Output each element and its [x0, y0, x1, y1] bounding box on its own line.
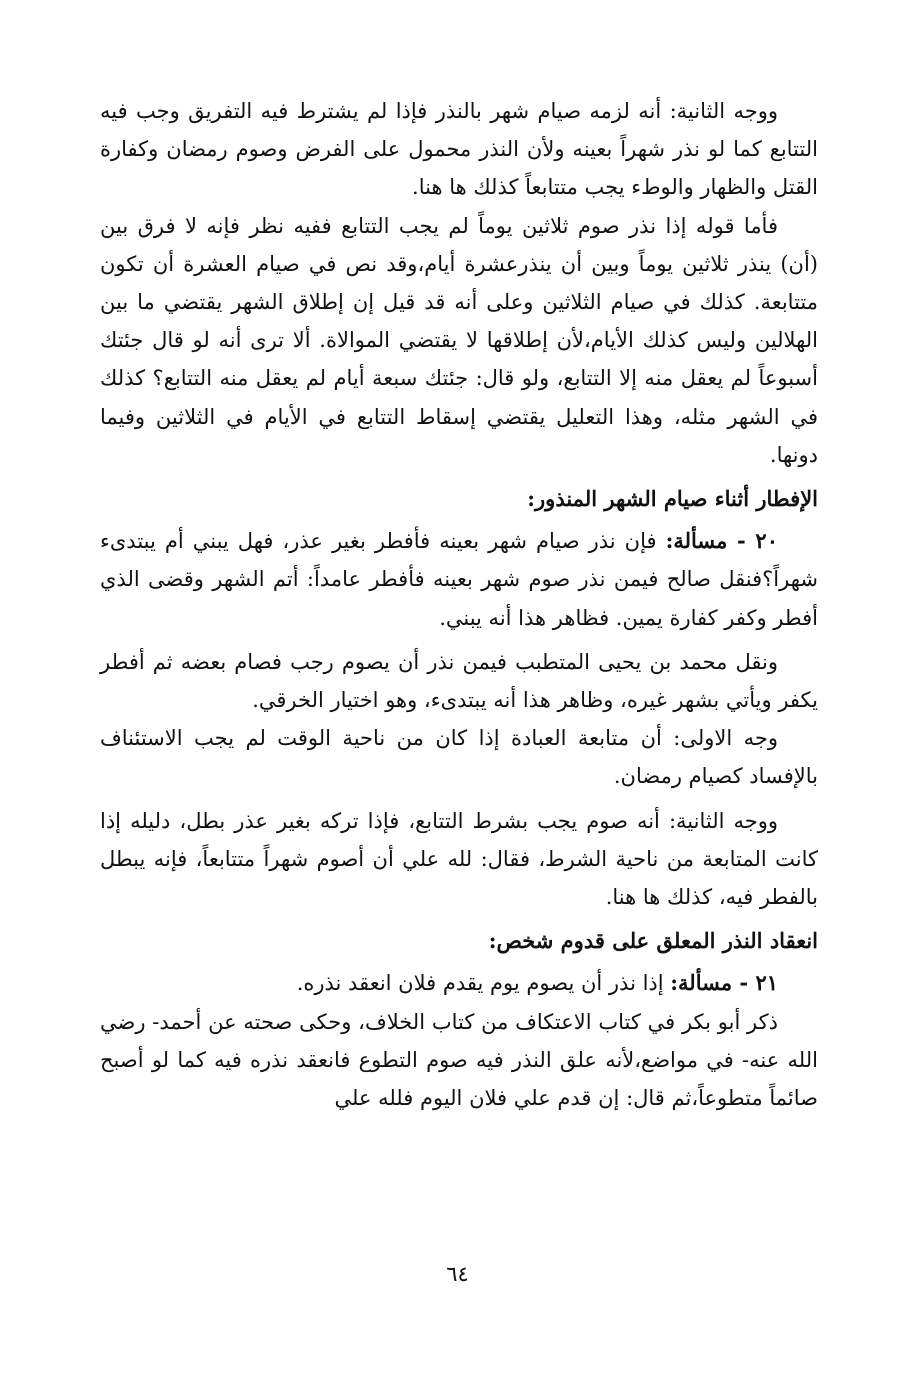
paragraph-4: ونقل محمد بن يحيى المتطبب فيمن نذر أن يصوم رجب فصام بعضه ثم أفطر يكفر ويأتي بشهر غيره، وظاهر هذا أنه يبتدىء، وهو اختيار الخرقي. — [100, 649, 818, 713]
section-heading-fasting-break: الإفطار أثناء صيام الشهر المنذور: — [527, 486, 818, 512]
paragraph-1: ووجه الثانية: أنه لزمه صيام شهر بالنذر فإذا لم يشترط فيه التفريق وجب فيه التتابع كما لو نذر شهراً بعينه ولأن النذر محمول على الفرض وصوم رمضان وكفارة القتل والظهار والوطء يجب متتابعاً كذلك ها هنا. — [100, 99, 818, 200]
masala-number-21: ٢١ - مسألة: — [670, 970, 778, 996]
paragraph-8: ذكر أبو بكر في كتاب الاعتكاف من كتاب الخلاف، وحكى صحته عن أحمد- رضي الله عنه- في مواضع،لأنه علق النذر فيه صوم التطوع فانعقد نذره فيه كما لو أصبح صائماً متطوعاً،ثم قال: إن قدم علي فلان اليوم فلله علي — [100, 1009, 818, 1111]
paragraph-3-masala-20 — [100, 522, 818, 637]
paragraph-3-text: فإن نذر صيام شهر بعينه فأفطر بغير عذر، فهل يبني أم يبتدىء شهراً؟فنقل صالح فيمن نذر صوم شهر بعينه فأفطر عامداً: أتم الشهر وقضى الذي أفطر وكفر كفارة يمين. فظاهر هذا أنه يبني. — [100, 529, 818, 630]
masala-number-20: ٢٠ - مسألة: — [665, 528, 778, 554]
paragraph-7-masala-21 — [100, 964, 818, 1002]
paragraph-6: ووجه الثانية: أنه صوم يجب بشرط التتابع، فإذا تركه بغير عذر بطل، دليله إذا كانت المتابعة من ناحية الشرط، فقال: لله علي أن أصوم شهراً متتابعاً، فإنه يبطل بالفطر فيه، كذلك ها هنا. — [100, 808, 818, 910]
paragraph-7-text: إذا نذر أن يصوم يوم يقدم فلان انعقد نذره. — [296, 971, 664, 996]
page-number: ٦٤ — [446, 1262, 469, 1286]
page-body — [100, 92, 818, 1117]
section-heading-conditional-vow: انعقاد النذر المعلق على قدوم شخص: — [488, 928, 818, 954]
paragraph-2: فأما قوله إذا نذر صوم ثلاثين يوماً لم يجب التتابع ففيه نظر فإنه لا فرق بين (أن) ينذر ثلاثين يوماً وبين أن ينذرعشرة أيام،وقد نص في صيام العشرة أن تكون متتابعة. كذلك في صيام الثلاثين وعلى أنه قد قيل إن إطلاق الشهر يقتضي ما بين الهلالين وليس كذلك الأيام،لأن إطلاقها لا يقتضي الموالاة. ألا ترى أنه لو قال جئتك أسبوعاً لم يعقل منه إلا التتابع، ولو قال: جئتك سبعة أيام لم يعقل منه التتابع؟ كذلك في الشهر مثله، وهذا التعليل يقتضي إسقاط التتابع في الأيام في الثلاثين وفيما دونها. — [100, 213, 818, 467]
paragraph-5: وجه الاولى: أن متابعة العبادة إذا كان من ناحية الوقت لم يجب الاستئناف بالإفساد كصيام رمضان. — [100, 726, 818, 789]
